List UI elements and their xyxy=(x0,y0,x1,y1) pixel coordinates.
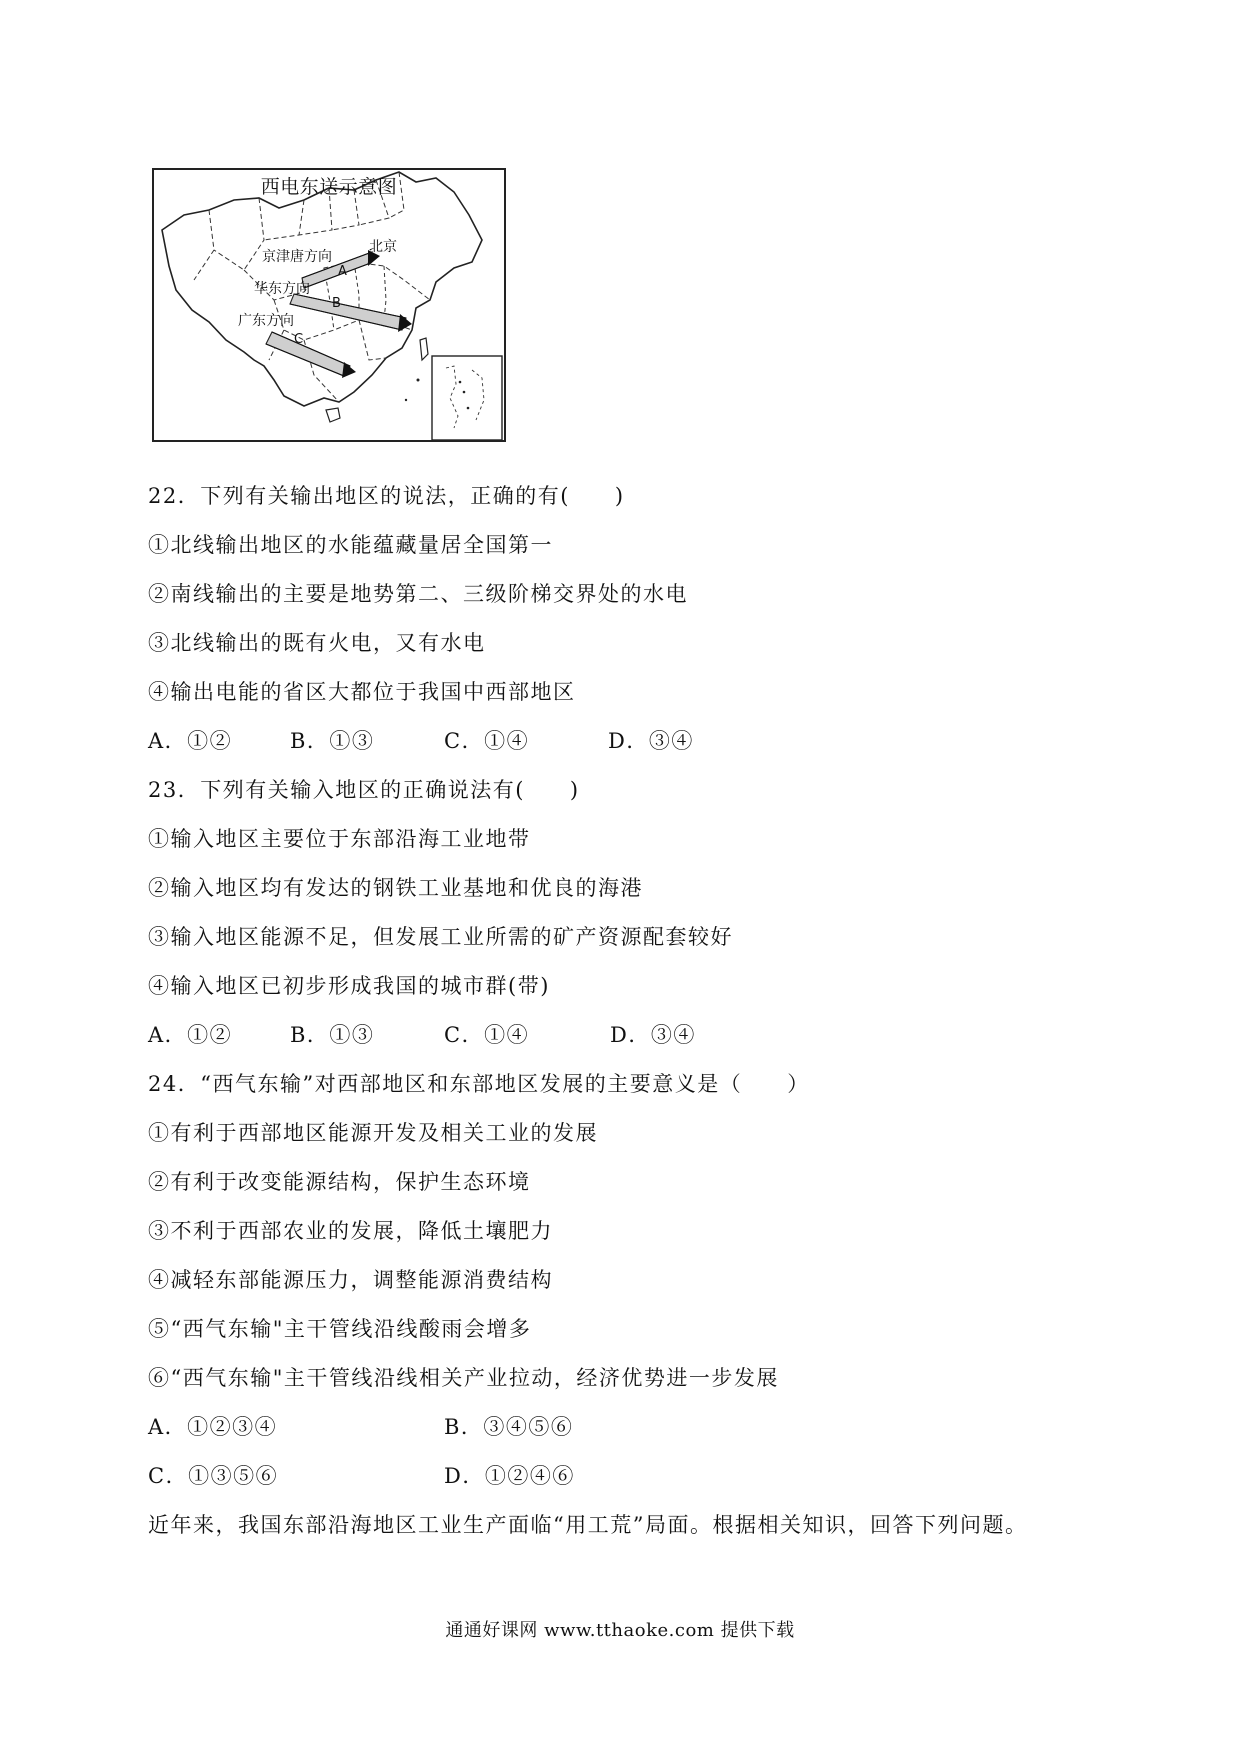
question-stem: 23．下列有关输入地区的正确说法有( ) xyxy=(148,778,580,802)
west-east-power-map xyxy=(152,168,506,442)
question-statement: ⑤“西气东输"主干管线沿线酸雨会增多 xyxy=(148,1317,532,1341)
option-a: A．①② xyxy=(148,1023,233,1047)
china-outline-map xyxy=(154,170,506,442)
answer-options xyxy=(148,723,1108,772)
map-letter-c: C xyxy=(294,332,304,347)
option-d: D．③④ xyxy=(610,1023,696,1047)
question-statement: ①北线输出地区的水能蕴藏量居全国第一 xyxy=(148,533,553,557)
question-stem: 22．下列有关输出地区的说法，正确的有( ) xyxy=(148,484,625,508)
question-statement: ②输入地区均有发达的钢铁工业基地和优良的海港 xyxy=(148,876,643,900)
question-stem: 24．“西气东输”对西部地区和东部地区发展的主要意义是（ ） xyxy=(148,1072,810,1096)
question-statement: ②有利于改变能源结构，保护生态环境 xyxy=(148,1170,531,1194)
map-label-beijing: 北京 xyxy=(369,239,397,255)
question-statement: ③北线输出的既有火电，又有水电 xyxy=(148,631,486,655)
page-footer: 通通好课网 www.tthaoke.com 提供下载 xyxy=(445,1620,795,1641)
option-b: B．①③ xyxy=(290,1023,375,1047)
option-a: A．①② xyxy=(148,729,233,753)
answer-options xyxy=(148,1458,1108,1507)
option-d: D．③④ xyxy=(608,729,694,753)
option-d: D．①②④⑥ xyxy=(444,1464,575,1488)
option-c: C．①④ xyxy=(444,729,530,753)
option-a: A．①②③④ xyxy=(148,1415,278,1439)
question-block xyxy=(148,478,1108,1556)
question-statement: ④输出电能的省区大都位于我国中西部地区 xyxy=(148,680,576,704)
question-statement: ⑥“西气东输"主干管线沿线相关产业拉动，经济优势进一步发展 xyxy=(148,1366,779,1390)
question-statement: ③输入地区能源不足，但发展工业所需的矿产资源配套较好 xyxy=(148,925,733,949)
map-label-guangdong: 广东方向 xyxy=(238,313,294,329)
map-letter-a: A xyxy=(338,264,347,279)
answer-options xyxy=(148,1017,1108,1066)
map-label-huadong: 华东方向 xyxy=(254,281,310,297)
answer-options xyxy=(148,1409,1108,1458)
option-b: B．①③ xyxy=(290,729,375,753)
question-statement: ④减轻东部能源压力，调整能源消费结构 xyxy=(148,1268,553,1292)
option-c: C．①③⑤⑥ xyxy=(148,1464,279,1488)
map-title: 西电东送示意图 xyxy=(260,176,398,198)
question-statement: ①输入地区主要位于东部沿海工业地带 xyxy=(148,827,531,851)
question-statement: ①有利于西部地区能源开发及相关工业的发展 xyxy=(148,1121,598,1145)
question-statement: ②南线输出的主要是地势第二、三级阶梯交界处的水电 xyxy=(148,582,688,606)
option-b: B．③④⑤⑥ xyxy=(444,1415,574,1439)
section-intro: 近年来，我国东部沿海地区工业生产面临“用工荒”局面。根据相关知识，回答下列问题。 xyxy=(148,1513,1028,1537)
map-label-jingjintang: 京津唐方向 xyxy=(262,249,332,265)
question-statement: ③不利于西部农业的发展，降低土壤肥力 xyxy=(148,1219,553,1243)
question-statement: ④输入地区已初步形成我国的城市群(带) xyxy=(148,974,550,998)
map-letter-b: B xyxy=(332,296,341,311)
option-c: C．①④ xyxy=(444,1023,530,1047)
